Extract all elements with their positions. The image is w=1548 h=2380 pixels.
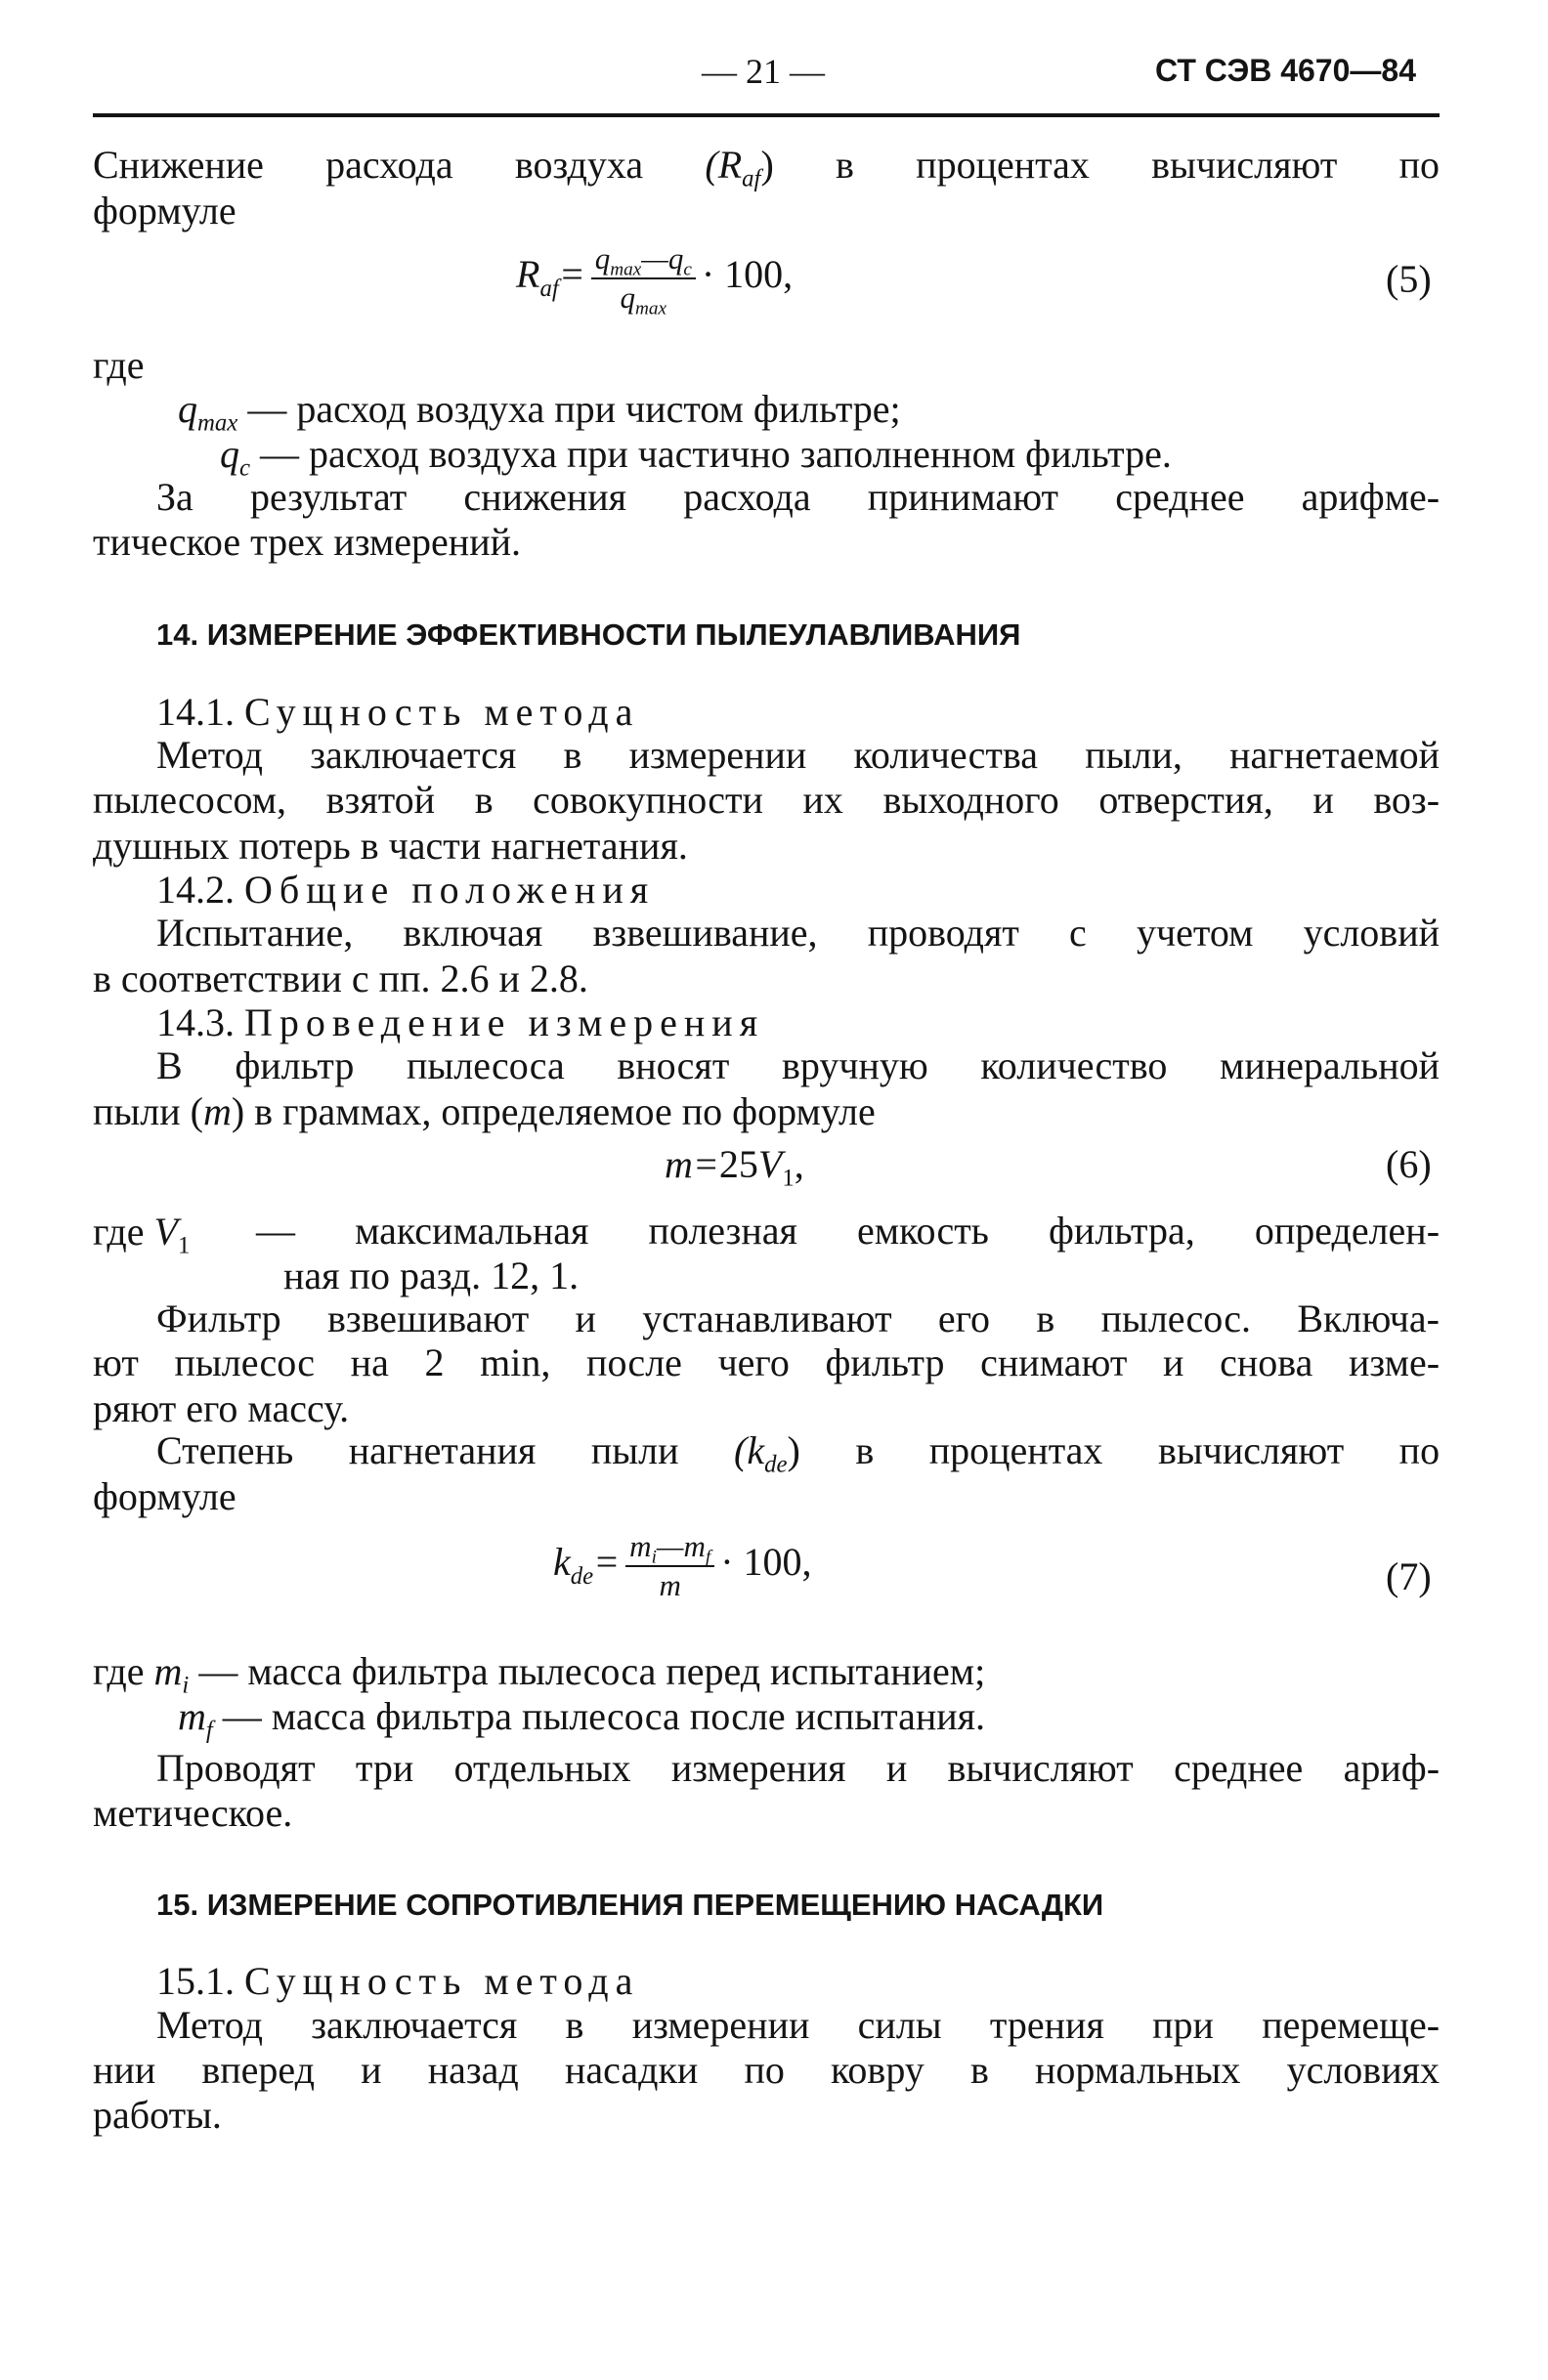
header-rule — [93, 113, 1440, 117]
formula-6: $m=25V_1$, — [665, 1142, 804, 1192]
final-line-2: метическое. — [93, 1791, 293, 1835]
v1-def-label: где $V_1$ — [93, 1210, 191, 1259]
weigh-line-1: Фильтр взвешивают и устанавливают его в пылесос. Включа- — [156, 1296, 1440, 1340]
formula-5: $R_{af}=$ $\frac{q_{max}—q_c}{q_{max}}$ · 100, — [516, 241, 794, 319]
section-15-title: 15. ИЗМЕРЕНИЕ СОПРОТИВЛЕНИЯ ПЕРЕМЕЩЕНИЮ НАСАДКИ — [156, 1888, 1104, 1922]
s14-2-line-1: Испытание, включая взвешивание, проводят с учетом условий — [156, 911, 1440, 955]
where-label-1: где — [93, 343, 145, 387]
v1-def-line-2: ная по разд. 12, 1. — [283, 1254, 580, 1297]
s15-1-line-3: работы. — [93, 2093, 222, 2137]
page-number: — 21 — — [702, 52, 825, 91]
weigh-line-3: ряют его массу. — [93, 1386, 350, 1430]
weigh-line-2: ют пылесос на 2 min, после чего фильтр снимают и снова изме- — [93, 1340, 1440, 1384]
formula-5-number: (5) — [1386, 257, 1432, 301]
standard-code: СТ СЭВ 4670—84 — [1155, 53, 1416, 88]
intro-line-2: формуле — [93, 189, 236, 233]
v1-def-line-1: — максимальная полезная емкость фильтра, определен- — [256, 1209, 1440, 1253]
final-line-1: Проводят три отдельных измерения и вычисляют среднее ариф- — [156, 1746, 1440, 1790]
s14-1-line-1: Метод заключается в измерении количества пыли, нагнетаемой — [156, 733, 1440, 777]
def-qc: $q_c$ — расход воздуха при частично заполненном фильтре. — [220, 432, 1172, 482]
subsection-14-1: 14.1. Сущность метода — [156, 690, 640, 734]
s15-1-line-1: Метод заключается в измерении силы трения при перемеще- — [156, 2003, 1440, 2047]
degree-line-1: Степень нагнетания пыли $(k_{de})$ в процентах вычисляют по — [156, 1428, 1440, 1478]
section-14-title: 14. ИЗМЕРЕНИЕ ЭФФЕКТИВНОСТИ ПЫЛЕУЛАВЛИВАНИЯ — [156, 617, 1021, 652]
def-qmax: $q_{max}$ — расход воздуха при чистом фильтре; — [178, 387, 901, 437]
degree-line-2: формуле — [93, 1474, 236, 1518]
formula-5-fraction: $\frac{q_{max}—q_c}{q_{max}}$ — [591, 242, 696, 315]
s14-3-line-1: В фильтр пылесоса вносят вручную количество минеральной — [156, 1043, 1440, 1087]
def-mf: $m_f$ — масса фильтра пылесоса после испытания. — [178, 1694, 986, 1744]
formula-6-number: (6) — [1386, 1142, 1432, 1186]
formula-7: $k_{de}=$ $\frac{m_i—m_f}{m}$ · 100, — [553, 1529, 812, 1602]
s14-3-line-2: пыли (m) в граммах, определяемое по формуле — [93, 1089, 876, 1133]
s14-1-line-3: душных потерь в части нагнетания. — [93, 824, 688, 868]
s14-1-line-2: пылесосом, взятой в совокупности их выходного отверстия, и воз- — [93, 778, 1440, 822]
result-line-2: тическое трех измерений. — [93, 520, 522, 564]
s15-1-line-2: нии вперед и назад насадки по ковру в нормальных условиях — [93, 2048, 1440, 2092]
def-mi: где $m_i$ — масса фильтра пылесоса перед испытанием; — [93, 1649, 986, 1699]
subsection-15-1: 15.1. Сущность метода — [156, 1959, 640, 2003]
result-line-1: За результат снижения расхода принимают среднее арифме- — [156, 475, 1440, 519]
subsection-14-2: 14.2. Общие положения — [156, 868, 656, 912]
formula-7-number: (7) — [1386, 1554, 1432, 1598]
formula-7-fraction: $\frac{m_i—m_f}{m}$ — [625, 1530, 714, 1602]
s14-2-line-2: в соответствии с пп. 2.6 и 2.8. — [93, 956, 588, 1000]
intro-line-1: Снижение расхода воздуха $(R_{af})$ в процентах вычисляют по — [93, 143, 1440, 192]
subsection-14-3: 14.3. Проведение измерения — [156, 1000, 765, 1044]
